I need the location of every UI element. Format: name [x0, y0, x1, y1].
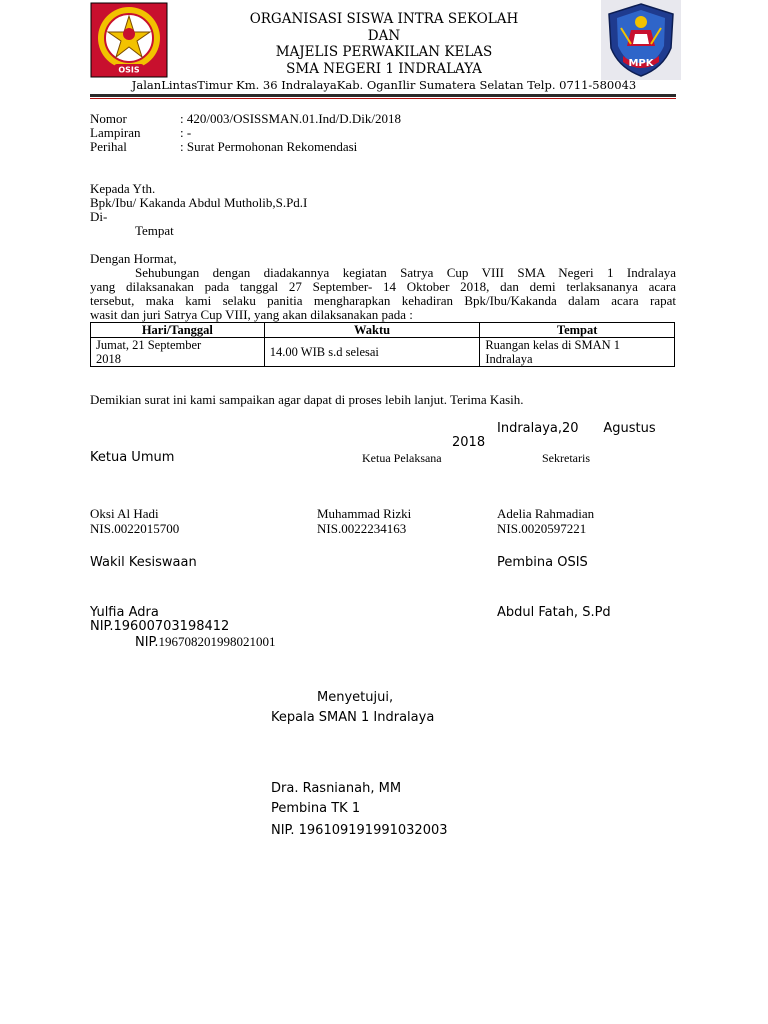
lampiran-value: : - — [180, 125, 192, 140]
lampiran-label: Lampiran — [90, 125, 141, 140]
table-row — [91, 338, 675, 367]
org-name-line2: DAN — [367, 28, 401, 44]
nomor-label: Nomor — [90, 111, 127, 126]
pembina-osis-name: Abdul Fatah, S.Pd — [497, 605, 611, 620]
ketua-pelaksana-nis: NIS.0022234163 — [317, 521, 407, 536]
cell-day-line2: 2018 — [96, 352, 121, 366]
kepala-sekolah-rank: Pembina TK 1 — [271, 801, 361, 816]
body-paragraph-line1: Sehubungan dengan diadakannya kegiatan Satrya Cup VIII SMA Negeri 1 Indralaya — [135, 265, 676, 280]
sekretaris-name: Adelia Rahmadian — [497, 506, 595, 521]
place-date-line1: Indralaya,20 Agustus — [497, 421, 656, 436]
ketua-umum-title: Ketua Umum — [90, 450, 175, 465]
school-name: SMA NEGERI 1 INDRALAYA — [286, 61, 482, 77]
mpk-logo-text: MPK — [628, 58, 654, 69]
column-header-time: Waktu — [264, 323, 480, 338]
sekretaris-nis: NIS.0020597221 — [497, 521, 587, 536]
osis-logo-text: OSIS — [118, 65, 140, 75]
wakil-kesiswaan-name: Yulfia Adra — [90, 605, 159, 620]
header-rule — [90, 94, 676, 97]
column-header-place: Tempat — [480, 323, 675, 338]
cell-place — [480, 338, 675, 367]
cell-time: 14.00 WIB s.d selesai — [264, 338, 480, 367]
recipient-salutation: Kepada Yth. — [90, 181, 156, 196]
org-name-line1: ORGANISASI SISWA INTRA SEKOLAH — [249, 11, 519, 27]
recipient-name: Bpk/Ibu/ Kakanda Abdul Mutholib,S.Pd.I — [90, 195, 308, 210]
org-name-line3: MAJELIS PERWAKILAN KELAS — [275, 44, 493, 60]
kepala-sekolah-title: Kepala SMAN 1 Indralaya — [271, 710, 435, 725]
perihal-value: : Surat Permohonan Rekomendasi — [180, 139, 358, 154]
body-paragraph-line2: yang dilaksanakan pada tanggal 27 September- 14 Oktober 2018, dan demi terlaksananya acara — [90, 279, 676, 294]
pembina-osis-title: Pembina OSIS — [497, 555, 588, 570]
pembina-nip-number: 196708201998021001 — [158, 634, 276, 649]
nomor-value: : 420/003/OSISSMAN.01.Ind/D.Dik/2018 — [180, 111, 402, 126]
cell-day-line1: Jumat, 21 September — [96, 338, 202, 352]
recipient-place: Tempat — [135, 223, 174, 238]
cell-day — [91, 338, 265, 367]
kepala-sekolah-name: Dra. Rasnianah, MM — [271, 781, 402, 796]
wakil-kesiswaan-nip: NIP.19600703198412 — [90, 619, 230, 634]
sekretaris-title: Sekretaris — [542, 451, 590, 465]
pembina-osis-nip — [135, 633, 276, 651]
ketua-umum-nis: NIS.0022015700 — [90, 521, 180, 536]
cell-place-line2: Indralaya — [485, 352, 533, 366]
body-paragraph-line3: tersebut, maka kami selaku panitia mengharapkan kehadiran Bpk/Ibu/Kakanda dalam acara rapat — [90, 293, 676, 308]
wakil-kesiswaan-title: Wakil Kesiswaan — [90, 555, 197, 570]
body-paragraph-line4: wasit dan juri Satrya Cup VIII, yang akan dilaksanakan pada : — [90, 307, 413, 322]
pembina-nip-prefix: NIP. — [135, 635, 159, 650]
recipient-di: Di- — [90, 209, 108, 224]
ketua-pelaksana-title: Ketua Pelaksana — [362, 451, 442, 465]
approval-label: Menyetujui, — [317, 690, 394, 705]
cell-place-line1: Ruangan kelas di SMAN 1 — [485, 338, 621, 352]
column-header-day: Hari/Tanggal — [91, 323, 265, 338]
kepala-sekolah-nip: NIP. 196109191991032003 — [271, 823, 448, 838]
closing-sentence: Demikian surat ini kami sampaikan agar dapat di proses lebih lanjut. Terima Kasih. — [90, 392, 524, 407]
school-address: JalanLintasTimur Km. 36 IndralayaKab. OganIlir Sumatera Selatan Telp. 0711-580043 — [131, 78, 637, 92]
greeting: Dengan Hormat, — [90, 251, 177, 266]
table-header-row — [91, 323, 675, 338]
header-rule-accent — [90, 98, 676, 99]
place-date-line2: 2018 — [452, 435, 486, 450]
schedule-table — [90, 322, 675, 367]
ketua-pelaksana-name: Muhammad Rizki — [317, 506, 412, 521]
perihal-label: Perihal — [90, 139, 127, 154]
ketua-umum-name: Oksi Al Hadi — [90, 506, 159, 521]
